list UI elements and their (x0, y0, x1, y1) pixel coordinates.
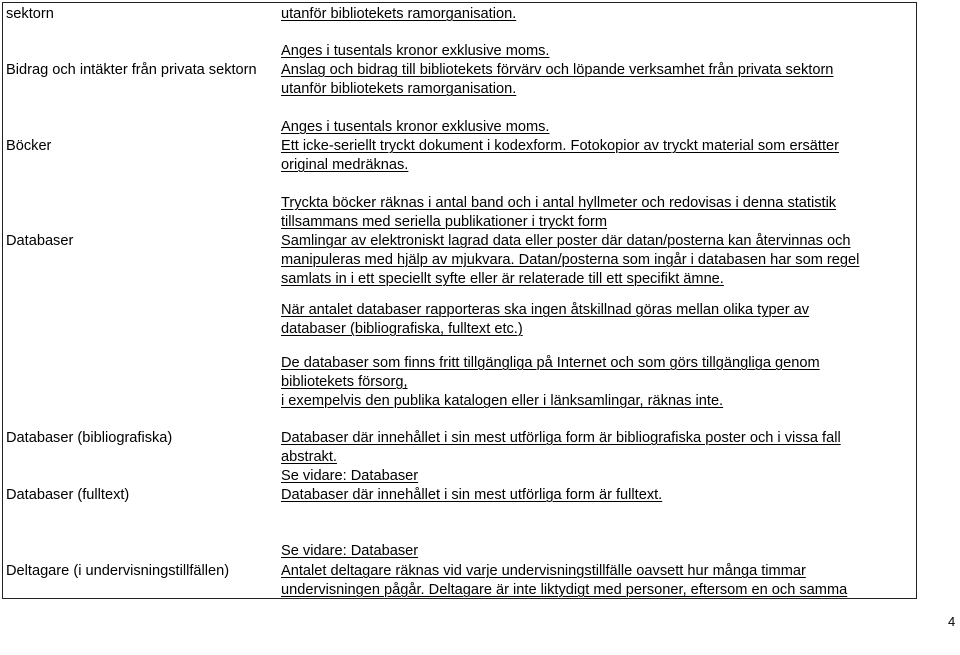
def-line: undervisningen pågår. Deltagare är inte liktydigt med personer, eftersom en och samma (281, 582, 848, 598)
term-bocker: Böcker (6, 138, 52, 154)
def-line: När antalet databaser rapporteras ska ingen åtskillnad göras mellan olika typer av (281, 302, 810, 318)
def-line: bibliotekets försorg, (281, 374, 408, 390)
term-databaser-fulltext: Databaser (fulltext) (6, 487, 130, 503)
def-line: Databaser där innehållet i sin mest utförliga form är bibliografiska poster och i vissa fall (281, 430, 841, 446)
term-sektorn: sektorn (6, 6, 54, 22)
def-line: Ett icke-seriellt tryckt dokument i kodexform. Fotokopior av tryckt material som ersätter (281, 138, 839, 154)
def-line: utanför bibliotekets ramorganisation. (281, 6, 517, 22)
def-line: Anges i tusentals kronor exklusive moms. (281, 119, 550, 135)
def-line: tillsammans med seriella publikationer i tryckt form (281, 214, 608, 230)
term-deltagare: Deltagare (i undervisningstillfällen) (6, 563, 230, 579)
def-line: Databaser där innehållet i sin mest utförliga form är fulltext. (281, 487, 663, 503)
def-line: samlats in i ett speciellt syfte eller är relaterade till ett specifikt ämne. (281, 271, 724, 287)
page-number: 4 (948, 614, 956, 629)
def-line: utanför bibliotekets ramorganisation. (281, 81, 517, 97)
term-databaser-bibliografiska: Databaser (bibliografiska) (6, 430, 173, 446)
def-line: Samlingar av elektroniskt lagrad data eller poster där datan/posterna kan återvinnas och (281, 233, 851, 249)
def-line: i exempelvis den publika katalogen eller i länksamlingar, räknas inte. (281, 393, 724, 409)
def-line: De databaser som finns fritt tillgängliga på Internet och som görs tillgängliga genom (281, 355, 820, 371)
def-line: Se vidare: Databaser (281, 468, 419, 484)
def-line: Anslag och bidrag till bibliotekets förvärv och löpande verksamhet från privata sektorn (281, 62, 834, 78)
def-line: Tryckta böcker räknas i antal band och i antal hyllmeter och redovisas i denna statistik (281, 195, 837, 211)
def-line: manipuleras med hjälp av mjukvara. Datan/posterna som ingår i databasen har som regel (281, 252, 860, 268)
def-line: Se vidare: Databaser (281, 543, 419, 559)
term-privata-sektorn: Bidrag och intäkter från privata sektorn (6, 62, 257, 78)
def-line: databaser (bibliografiska, fulltext etc.) (281, 321, 523, 337)
term-databaser: Databaser (6, 233, 74, 249)
def-line: original medräknas. (281, 157, 409, 173)
def-line: abstrakt. (281, 449, 337, 465)
def-line: Anges i tusentals kronor exklusive moms. (281, 43, 550, 59)
def-line: Antalet deltagare räknas vid varje undervisningstillfälle oavsett hur många timmar (281, 563, 806, 579)
